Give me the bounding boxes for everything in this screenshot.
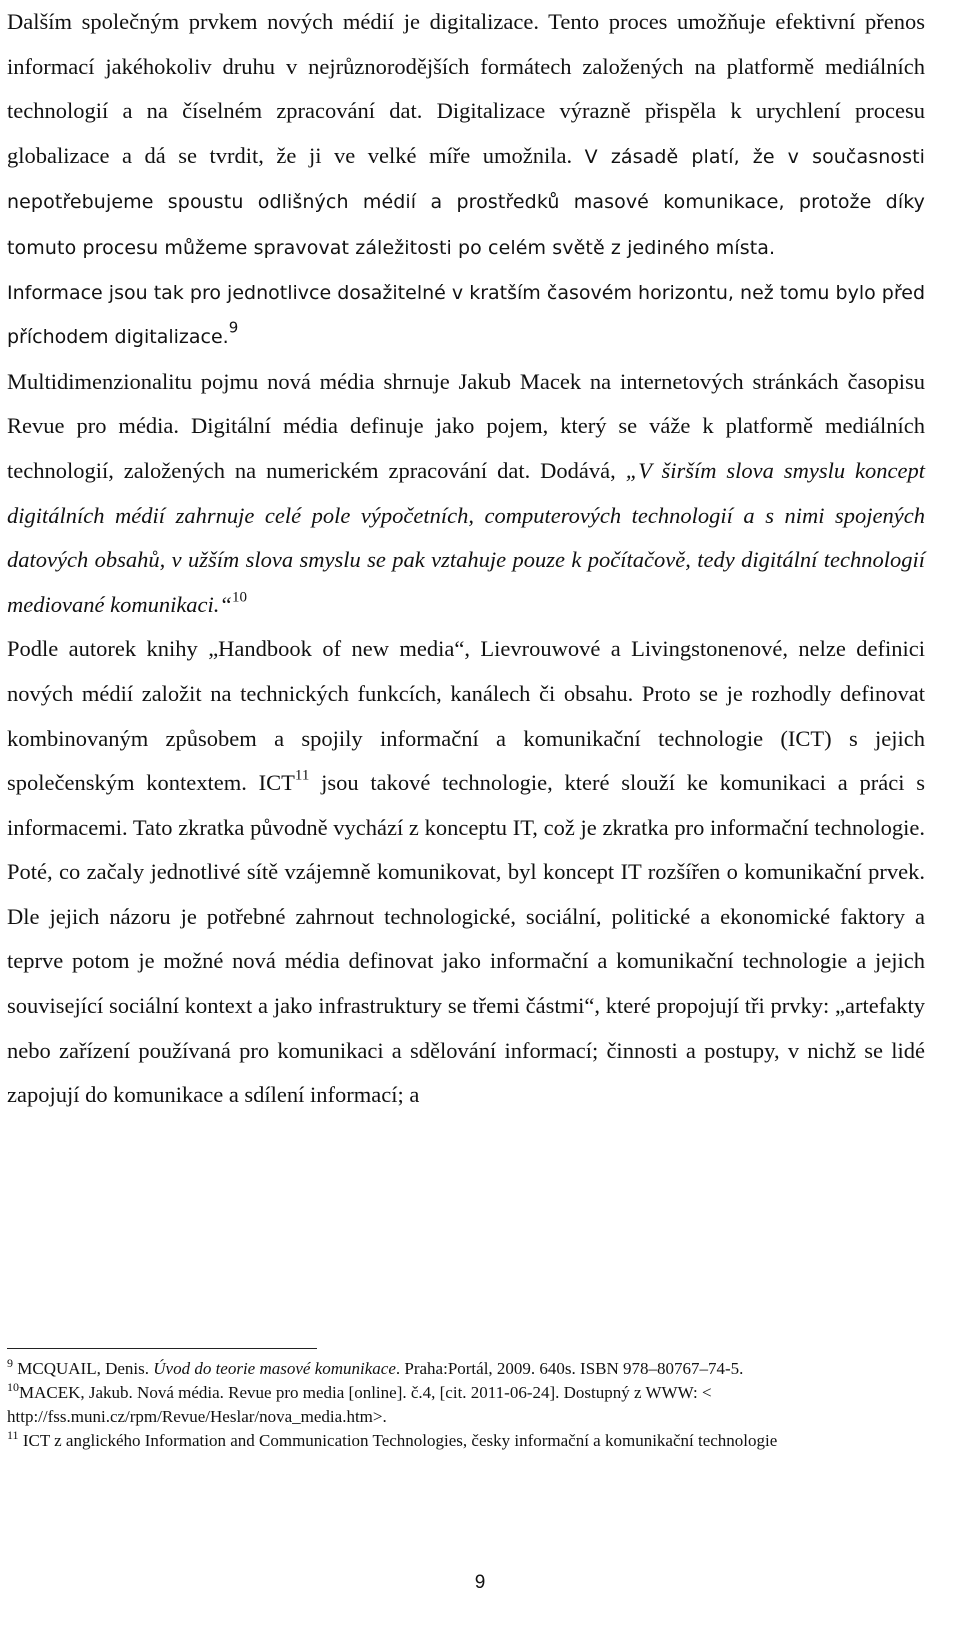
footnotes <box>7 1357 917 1453</box>
paragraph-informace-text: Informace jsou tak pro jednotlivce dosažitelné v kratším časovém horizontu, než tomu bylo před příchodem digitalizace. <box>7 281 925 349</box>
footnote-ref-9: 9 <box>228 318 239 337</box>
footnote-11-text: ICT z anglického Information and Communication Technologies, česky informační a komunikační technologie <box>18 1431 778 1450</box>
footnote-9-author: MCQUAIL, Denis. <box>13 1359 154 1378</box>
footnote-10-number: 10 <box>7 1379 19 1394</box>
footnote-11 <box>7 1429 917 1453</box>
paragraph-digitalizace-part2: V zásadě platí, že v současnosti nepotřebujeme spoustu odlišných médií a prostředků masové komunikace, protože díky tomuto procesu můžeme spravovat záležitosti po celém světě z jediného místa. <box>7 145 926 259</box>
document-page <box>7 0 925 1118</box>
footnote-9 <box>7 1357 917 1381</box>
footnote-11-number: 11 <box>7 1427 19 1442</box>
body-text <box>7 0 925 1118</box>
footnote-10-text: MACEK, Jakub. Nová média. Revue pro media [online]. č.4, [cit. 2011-06-24]. Dostupný z WWW: < http://fss.muni.cz/rpm/Revue/Heslar/nova_media.htm>. <box>7 1383 712 1426</box>
footnote-10 <box>7 1381 917 1429</box>
paragraph-ict-part2: jsou takové technologie, které slouží ke komunikaci a práci s informacemi. Tato zkratka původně vychází z konceptu IT, což je zkratka pro informační technologie. Poté, co začaly jednotlivé sítě vzájemně komunikovat, byl koncept IT rozšířen o komunikační prvek. Dle jejich názoru je potřebné zahrnout technologické, sociální, politické a ekonomické faktory a teprve potom je možné nová média definovat jako informační a komunikační technologie a jejich související sociální kontext a jako infrastruktury se třemi částmi“, které propojují tři prvky: „artefakty nebo zařízení používaná pro komunikaci a sdělování informací; činnosti a postupy, v nichž se lidé zapojují do komunikace a sdílení informací; a <box>7 770 925 1108</box>
page-number: 9 <box>474 1572 486 1593</box>
footnote-9-details: . Praha:Portál, 2009. 640s. ISBN 978–80767–74-5. <box>395 1359 744 1378</box>
paragraph-digitalizace <box>7 0 925 271</box>
paragraph-multidimenzionalita-text: Multidimenzionalitu pojmu nová média shrnuje Jakub Macek na internetových stránkách časopisu Revue pro média. Digitální média definuje jako pojem, který se váže k platformě mediálních technologií, založených na numerickém zpracování dat. Dodává, <box>7 368 925 483</box>
paragraph-digitalizace-part1: Dalším společným prvkem nových médií je digitalizace. Tento proces umožňuje efektivní přenos informací jakéhokoliv druhu v nejrůznorodějších formátech založených na platformě mediálních technologií a na číselném zpracování dat. Digitalizace výrazně přispěla k urychlení procesu globalizace a dá se tvrdit, že ji ve velké míře umožnila. <box>7 9 925 168</box>
paragraph-multidimenzionalita <box>7 360 925 628</box>
paragraph-informace <box>7 271 925 360</box>
footnote-9-number: 9 <box>7 1355 13 1370</box>
paragraph-ict <box>7 627 925 1118</box>
paragraph-ict-part1: Podle autorek knihy „Handbook of new media“, Lievrouwové a Livingstonenové, nelze definici nových médií založit na technických funkcích, kanálech či obsahu. Proto se je rozhodly definovat kombinovaným způsobem a spojily informační a komunikační technologie (ICT) s jejich společenským kontextem. ICT <box>7 636 925 796</box>
footnote-separator <box>7 1348 317 1349</box>
macek-quote: „V širším slova smyslu koncept digitálních médií zahrnuje celé pole výpočetních, computerových technologií a s nimi spojených datových obsahů, v užším slova smyslu se pak vztahuje pouze k počítačově, tedy digitální technologií mediované komunikaci.“ <box>7 457 926 617</box>
footnote-ref-10: 10 <box>231 589 247 606</box>
footnote-ref-11: 11 <box>294 767 310 784</box>
footnote-9-title: Úvod do teorie masové komunikace <box>153 1359 396 1378</box>
